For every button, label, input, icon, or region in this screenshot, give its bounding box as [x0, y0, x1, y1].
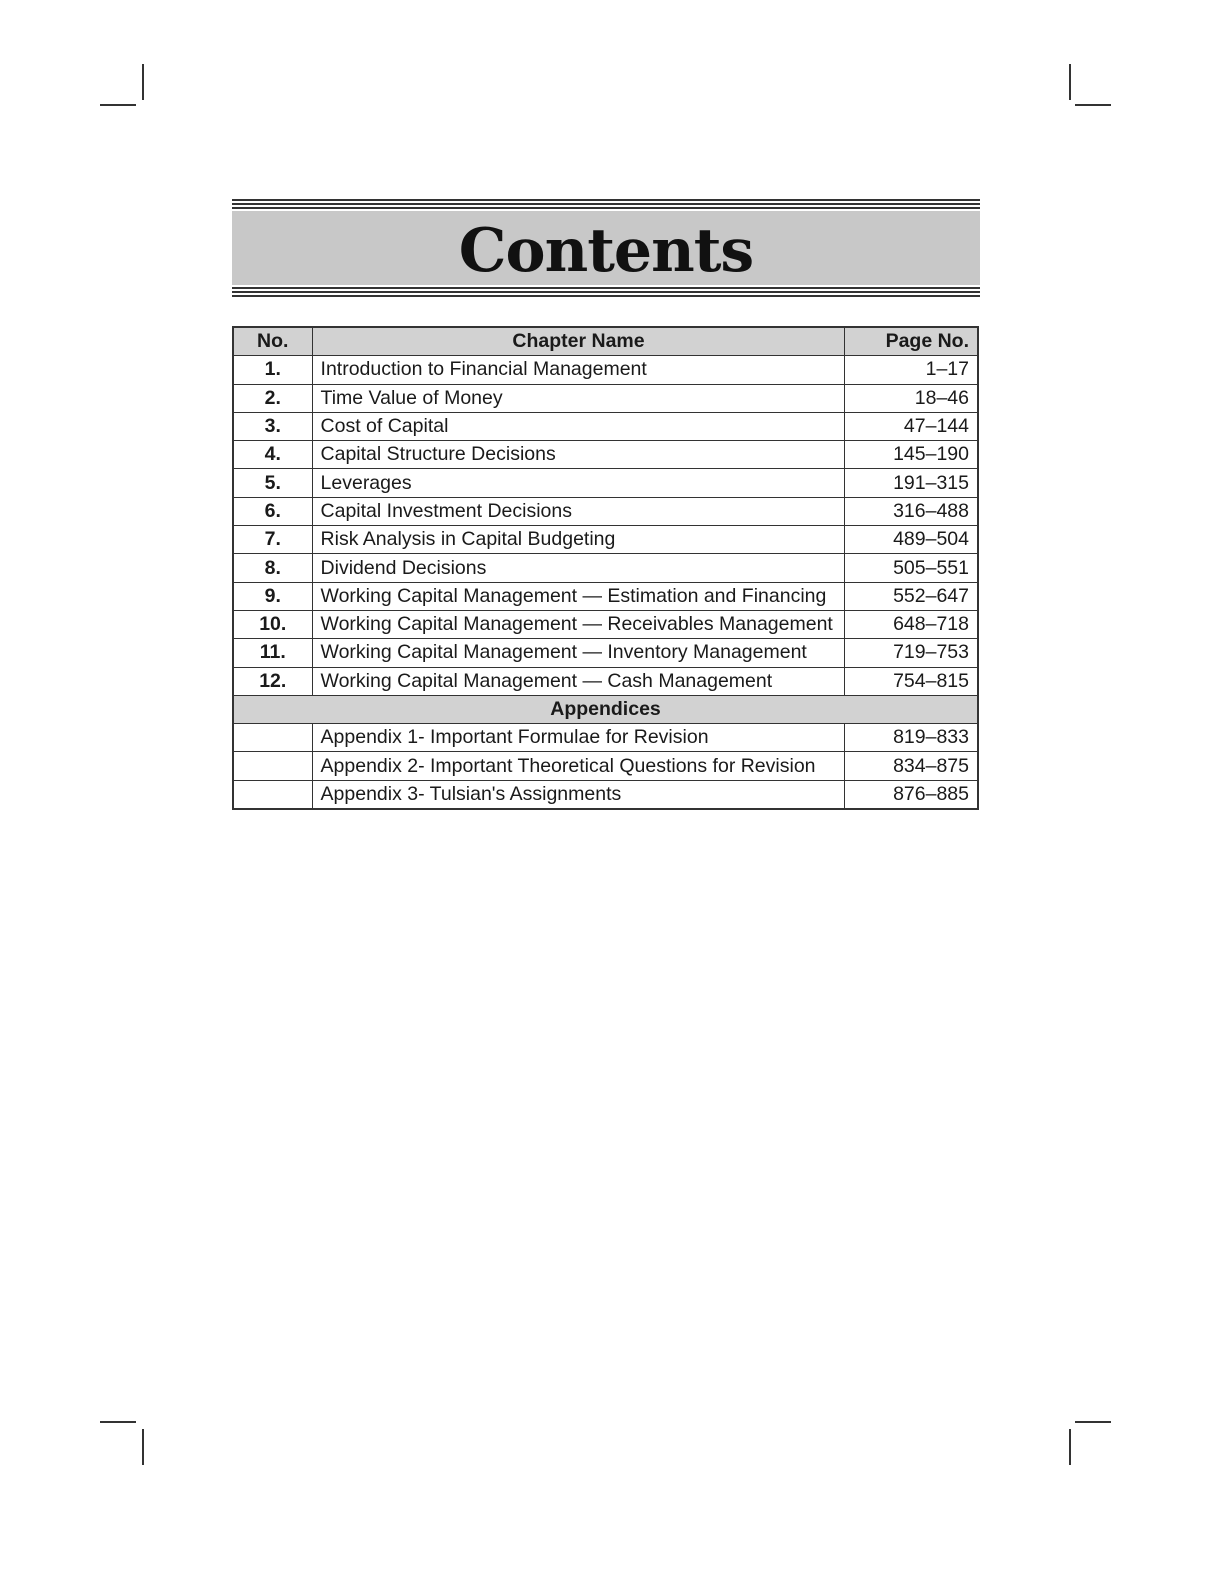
banner-rule-top-2: [232, 203, 980, 205]
appendices-section-row: [233, 695, 978, 723]
header-page-no: Page No.: [845, 327, 978, 356]
chapter-name: Capital Investment Decisions: [312, 497, 845, 525]
chapter-number: 3.: [233, 412, 312, 440]
chapter-name: Capital Structure Decisions: [312, 441, 845, 469]
appendix-pages: 876–885: [845, 780, 978, 809]
chapter-pages: 489–504: [845, 526, 978, 554]
chapter-pages: 552–647: [845, 582, 978, 610]
contents-banner: [232, 199, 980, 297]
table-row: [233, 441, 978, 469]
table-header-row: [233, 327, 978, 356]
chapter-name: Working Capital Management — Receivables Management: [312, 610, 845, 638]
banner-rule-bottom-1: [232, 287, 980, 289]
table-row: [233, 780, 978, 809]
chapter-pages: 1–17: [845, 356, 978, 384]
chapter-number: 4.: [233, 441, 312, 469]
chapter-name: Leverages: [312, 469, 845, 497]
chapter-number: 6.: [233, 497, 312, 525]
chapter-pages: 145–190: [845, 441, 978, 469]
crop-mark-top-left-horizontal: [100, 104, 136, 106]
banner-rule-bottom-2: [232, 291, 980, 293]
appendix-number-empty: [233, 780, 312, 809]
banner-rule-top-1: [232, 199, 980, 201]
chapter-name: Introduction to Financial Management: [312, 356, 845, 384]
table-row: [233, 356, 978, 384]
crop-mark-bottom-left-vertical: [142, 1429, 144, 1465]
crop-mark-top-left-vertical: [142, 64, 144, 100]
crop-mark-bottom-right-horizontal: [1075, 1421, 1111, 1423]
chapter-number: 5.: [233, 469, 312, 497]
chapter-name: Working Capital Management — Inventory Management: [312, 639, 845, 667]
table-row: [233, 526, 978, 554]
appendix-name: Appendix 2- Important Theoretical Questions for Revision: [312, 752, 845, 780]
chapter-name: Working Capital Management — Cash Management: [312, 667, 845, 695]
chapter-number: 2.: [233, 384, 312, 412]
table-row: [233, 752, 978, 780]
crop-mark-bottom-left-horizontal: [100, 1421, 136, 1423]
appendix-pages: 834–875: [845, 752, 978, 780]
chapter-name: Risk Analysis in Capital Budgeting: [312, 526, 845, 554]
chapter-pages: 18–46: [845, 384, 978, 412]
chapter-number: 12.: [233, 667, 312, 695]
appendices-heading: Appendices: [233, 695, 978, 723]
chapter-name: Time Value of Money: [312, 384, 845, 412]
banner-rule-bottom-3: [232, 295, 980, 297]
chapter-pages: 505–551: [845, 554, 978, 582]
crop-mark-top-right-vertical: [1069, 64, 1071, 100]
chapter-number: 8.: [233, 554, 312, 582]
banner-rule-top-3: [232, 207, 980, 209]
contents-table: [232, 326, 979, 810]
table-row: [233, 639, 978, 667]
appendix-name: Appendix 3- Tulsian's Assignments: [312, 780, 845, 809]
table-row: [233, 384, 978, 412]
appendix-pages: 819–833: [845, 724, 978, 752]
appendix-name: Appendix 1- Important Formulae for Revision: [312, 724, 845, 752]
chapter-number: 11.: [233, 639, 312, 667]
table-row: [233, 667, 978, 695]
crop-mark-top-right-horizontal: [1075, 104, 1111, 106]
chapter-pages: 191–315: [845, 469, 978, 497]
crop-mark-bottom-right-vertical: [1069, 1429, 1071, 1465]
chapter-number: 7.: [233, 526, 312, 554]
appendix-number-empty: [233, 724, 312, 752]
chapter-pages: 47–144: [845, 412, 978, 440]
banner-fill: [232, 211, 980, 285]
chapter-name: Dividend Decisions: [312, 554, 845, 582]
chapter-name: Cost of Capital: [312, 412, 845, 440]
table-row: [233, 582, 978, 610]
chapter-name: Working Capital Management — Estimation and Financing: [312, 582, 845, 610]
chapter-number: 1.: [233, 356, 312, 384]
chapter-pages: 719–753: [845, 639, 978, 667]
table-row: [233, 554, 978, 582]
table-row: [233, 610, 978, 638]
chapter-pages: 648–718: [845, 610, 978, 638]
chapter-number: 10.: [233, 610, 312, 638]
page-title: Contents: [458, 216, 754, 286]
table-row: [233, 724, 978, 752]
chapter-number: 9.: [233, 582, 312, 610]
header-no: No.: [233, 327, 312, 356]
appendix-number-empty: [233, 752, 312, 780]
chapter-pages: 754–815: [845, 667, 978, 695]
table-row: [233, 497, 978, 525]
header-chapter-name: Chapter Name: [312, 327, 845, 356]
table-row: [233, 412, 978, 440]
table-row: [233, 469, 978, 497]
chapter-pages: 316–488: [845, 497, 978, 525]
